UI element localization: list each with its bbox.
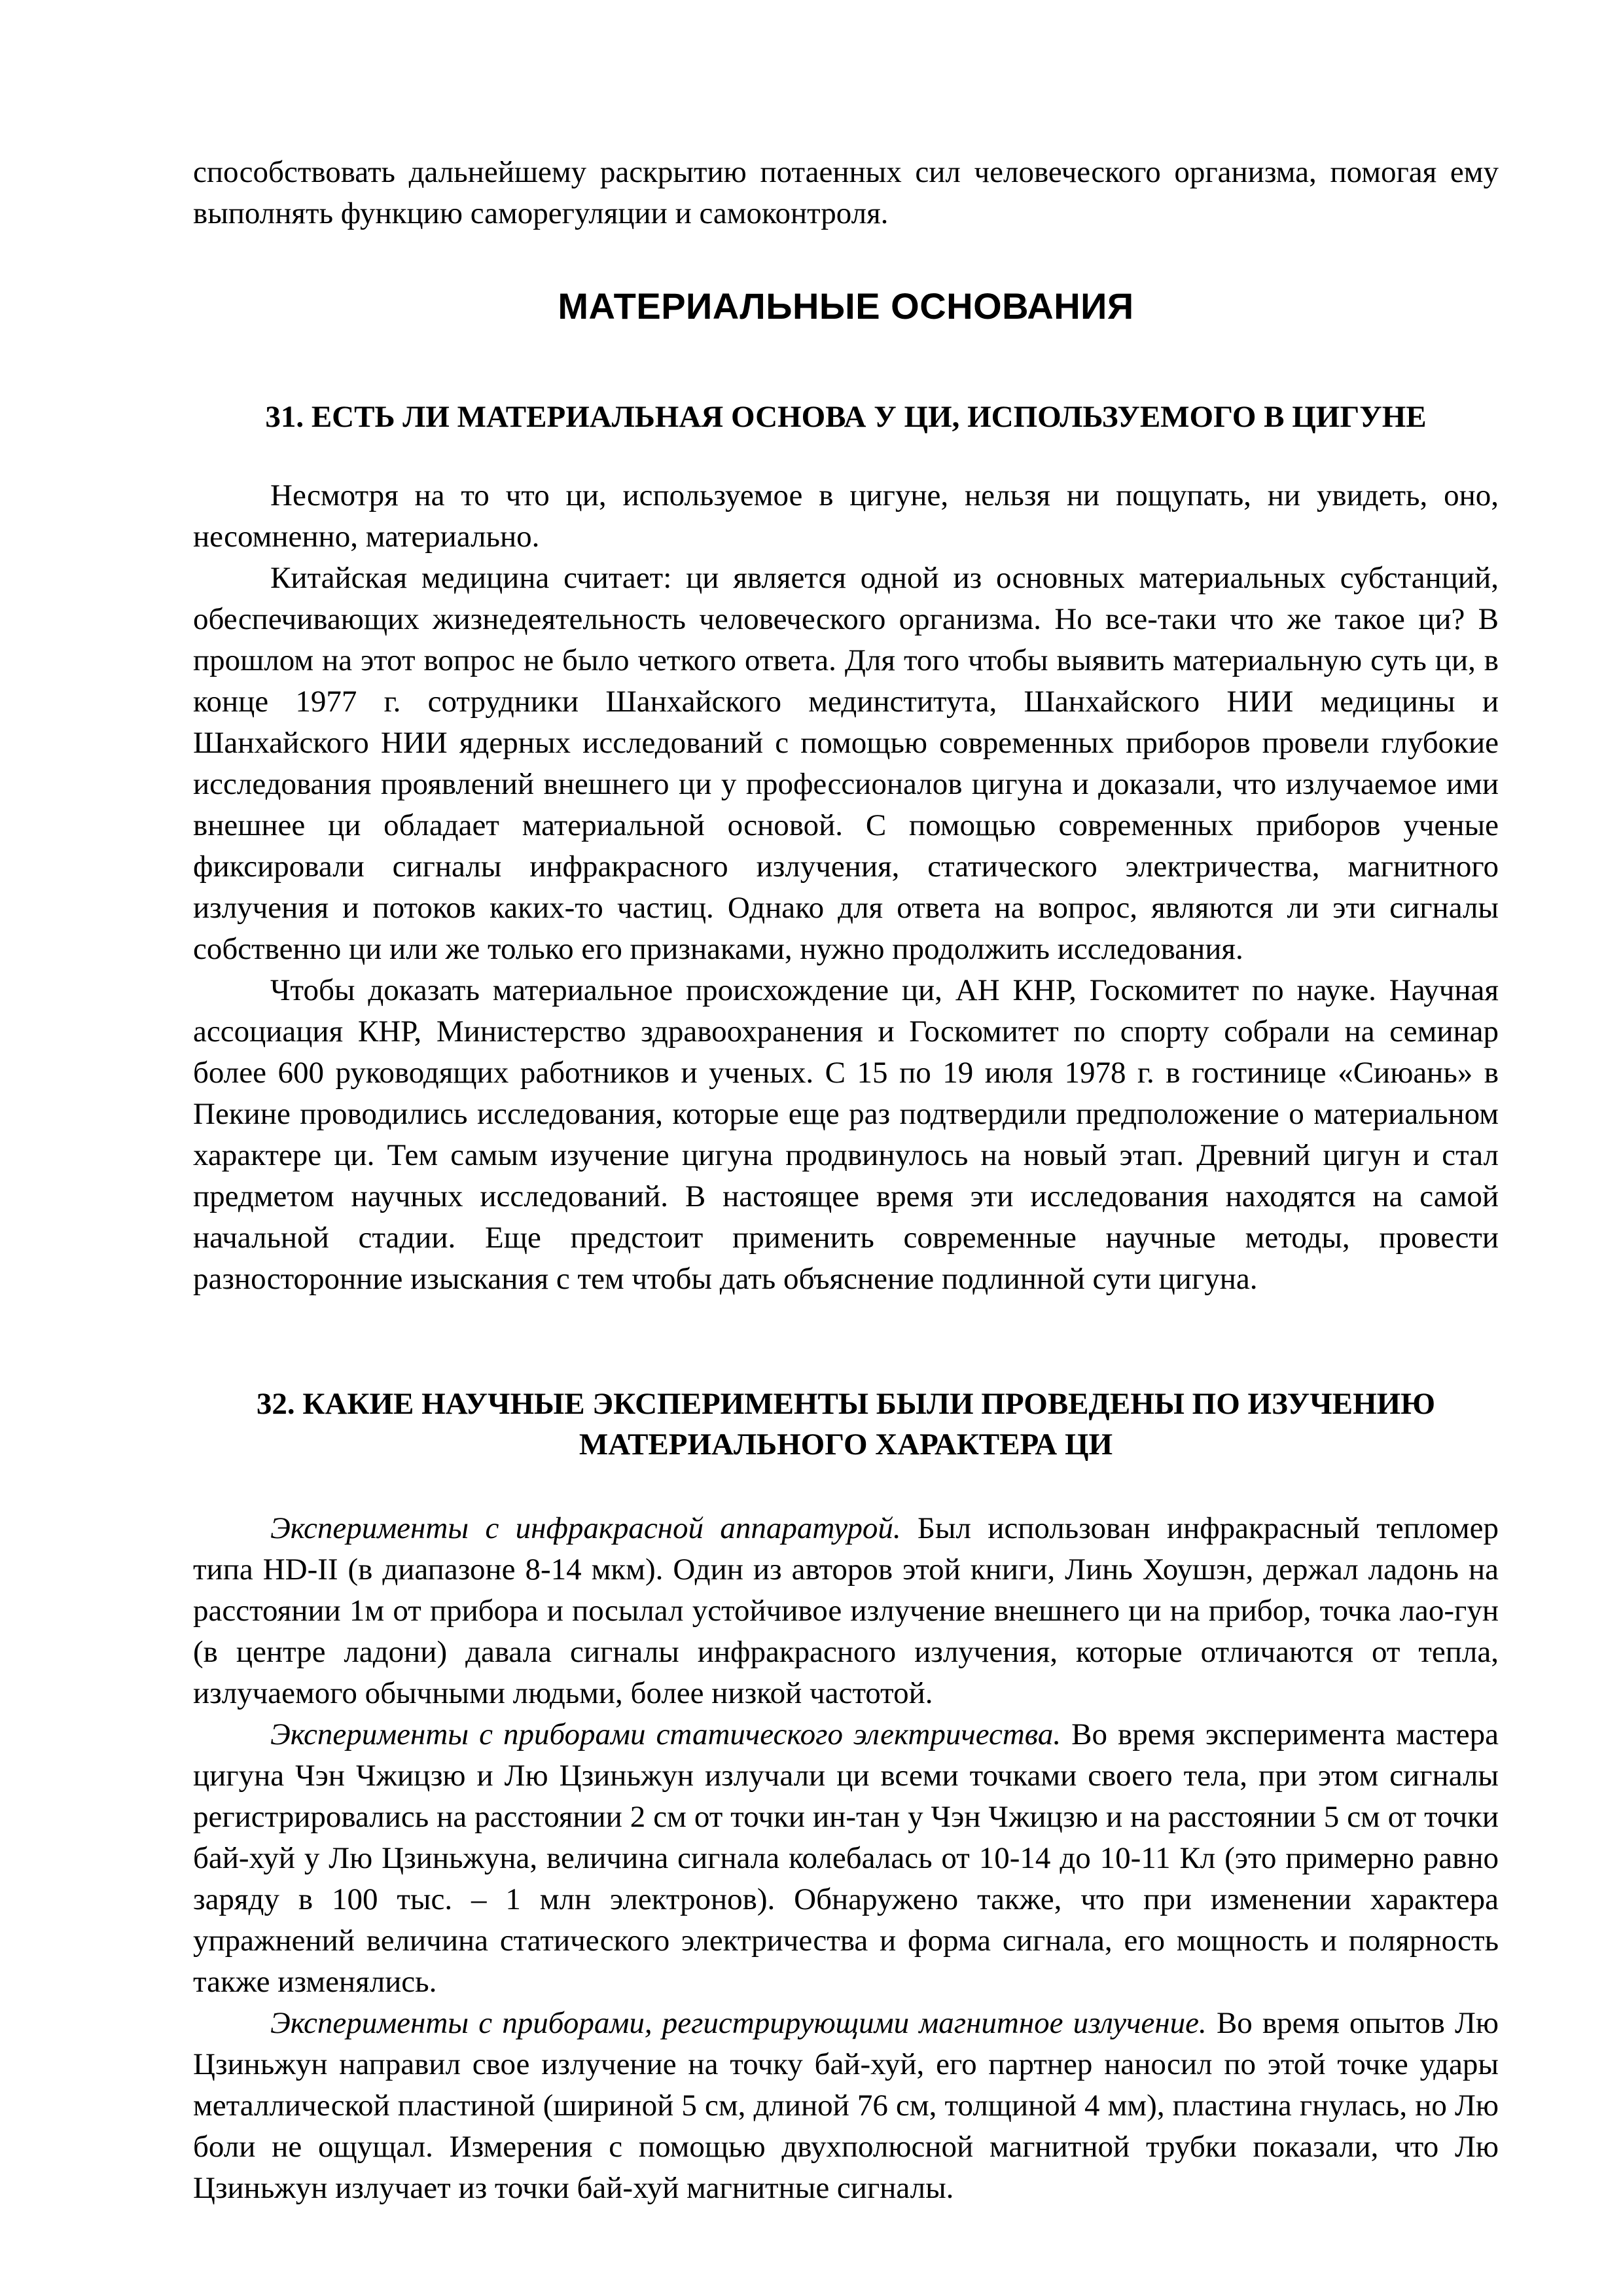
q31-paragraph-3: Чтобы доказать материальное происхождение ци, АН КНР, Госкомитет по науке. Научная ассоциация КНР, Министерство здравоохранения и Госкомитет по спорту собрали на семинар более 600 руководящих работников и ученых. С 15 по 19 июля 1978 г. в гостинице «Сиюань» в Пекине проводились исследования, которые еще раз подтвердили предположение о материальном характере ци. Тем самым изучение цигуна продвинулось на новый этап. Древний цигун и стал предметом научных исследований. В настоящее время эти исследования находятся на самой начальной стадии. Еще предстоит применить современные научные методы, провести разносторонние изыскания с тем чтобы дать объяснение подлинной сути цигуна. — [193, 973, 1499, 1296]
experiment-magnetic — [193, 2003, 1499, 2209]
spacer — [193, 1465, 1499, 1508]
experiment-static-text: Во время эксперимента мастера цигуна Чэн Чжицзю и Лю Цзиньжун излучали ци всеми точками своего тела, при этом сигналы регистрировались на расстоянии 2 см от точки ин-тан у Чэн Чжицзю и на расстоянии 5 см от точки бай-хуй у Лю Цзиньжуна, величина сигнала колебалась от 10-14 до 10-11 Кл (это примерно равно заряду в 100 тыс. – 1 млн электронов). Обнаружено также, что при изменении характера упражнений величина статического электричества и форма сигнала, его мощность и полярность также изменялись. — [193, 1717, 1499, 1999]
experiment-static — [193, 1714, 1499, 2003]
q31-paragraph-2: Китайская медицина считает: ци является одной из основных материальных субстанций, обеспечивающих жизнедеятельность человеческого организма. Но все-таки что же такое ци? В прошлом на этот вопрос не было четкого ответа. Для того чтобы выявить материальную суть ци, в конце 1977 г. сотрудники Шанхайского мединститута, Шанхайского НИИ медицины и Шанхайского НИИ ядерных исследований с помощью современных приборов провели глубокие исследования проявлений внешнего ци у профессионалов цигуна и доказали, что излучаемое ими внешнее ци обладает материальной основой. С помощью современных приборов ученые фиксировали сигналы инфракрасного излучения, статического электричества, магнитного излучения и потоков каких-то частиц. Однако для ответа на вопрос, являются ли эти сигналы собственно ци или же только его признаками, нужно продолжить исследования. — [193, 561, 1499, 966]
question-31-title: 31. ЕСТЬ ЛИ МАТЕРИАЛЬНАЯ ОСНОВА У ЦИ, ИСПОЛЬЗУЕМОГО В ЦИГУНЕ — [265, 400, 1427, 434]
spacer — [193, 329, 1499, 397]
document-page — [193, 152, 1499, 2209]
question-32-title-line-1: 32. КАКИЕ НАУЧНЫЕ ЭКСПЕРИМЕНТЫ БЫЛИ ПРОВЕДЕНЫ ПО ИЗУЧЕНИЮ — [256, 1387, 1436, 1421]
q31-paragraph-1: Несмотря на то что ци, используемое в цигуне, нельзя ни пощупать, ни увидеть, оно, несомненно, материально. — [193, 478, 1499, 554]
experiment-infrared-text: Был использован инфракрасный тепломер типа HD-II (в диапазоне 8-14 мкм). Один из авторов этой книги, Линь Хоушэн, держал ладонь на расстоянии 1м от прибора и посылал устойчивое излучение внешнего ци на прибор, точка лао-гун (в центре ладони) давала сигналы инфракрасного излучения, которые отличаются от тепла, излучаемого обычными людьми, более низкой частотой. — [193, 1511, 1499, 1710]
experiment-infrared-lead: Эксперименты с инфракрасной аппаратурой. — [270, 1511, 901, 1545]
experiment-magnetic-text: Во время опытов Лю Цзиньжун направил свое излучение на точку бай-хуй, его партнер наносил по этой точке удары металлической пластиной (шириной 5 см, длиной 76 см, толщиной 4 мм), пластина гнулась, но Лю боли не ощущал. Измерения с помощью двухполюсной магнитной трубки показали, что Лю Цзиньжун излучает из точки бай-хуй магнитные сигналы. — [193, 2006, 1499, 2205]
experiment-infrared — [193, 1508, 1499, 1714]
spacer — [193, 234, 1499, 283]
intro-paragraph: способствовать дальнейшему раскрытию потаенных сил человеческого организма, помогая ему выполнять функцию саморегуляции и самоконтроля. — [193, 155, 1499, 230]
question-32-title — [193, 1384, 1499, 1465]
section-title: МАТЕРИАЛЬНЫЕ ОСНОВАНИЯ — [558, 285, 1134, 327]
spacer — [193, 1300, 1499, 1384]
experiment-magnetic-lead: Эксперименты с приборами, регистрирующими магнитное излучение. — [270, 2006, 1207, 2040]
experiment-static-lead: Эксперименты с приборами статического электричества. — [270, 1717, 1061, 1751]
question-32-title-line-2: МАТЕРИАЛЬНОГО ХАРАКТЕРА ЦИ — [579, 1427, 1113, 1462]
spacer — [193, 437, 1499, 475]
